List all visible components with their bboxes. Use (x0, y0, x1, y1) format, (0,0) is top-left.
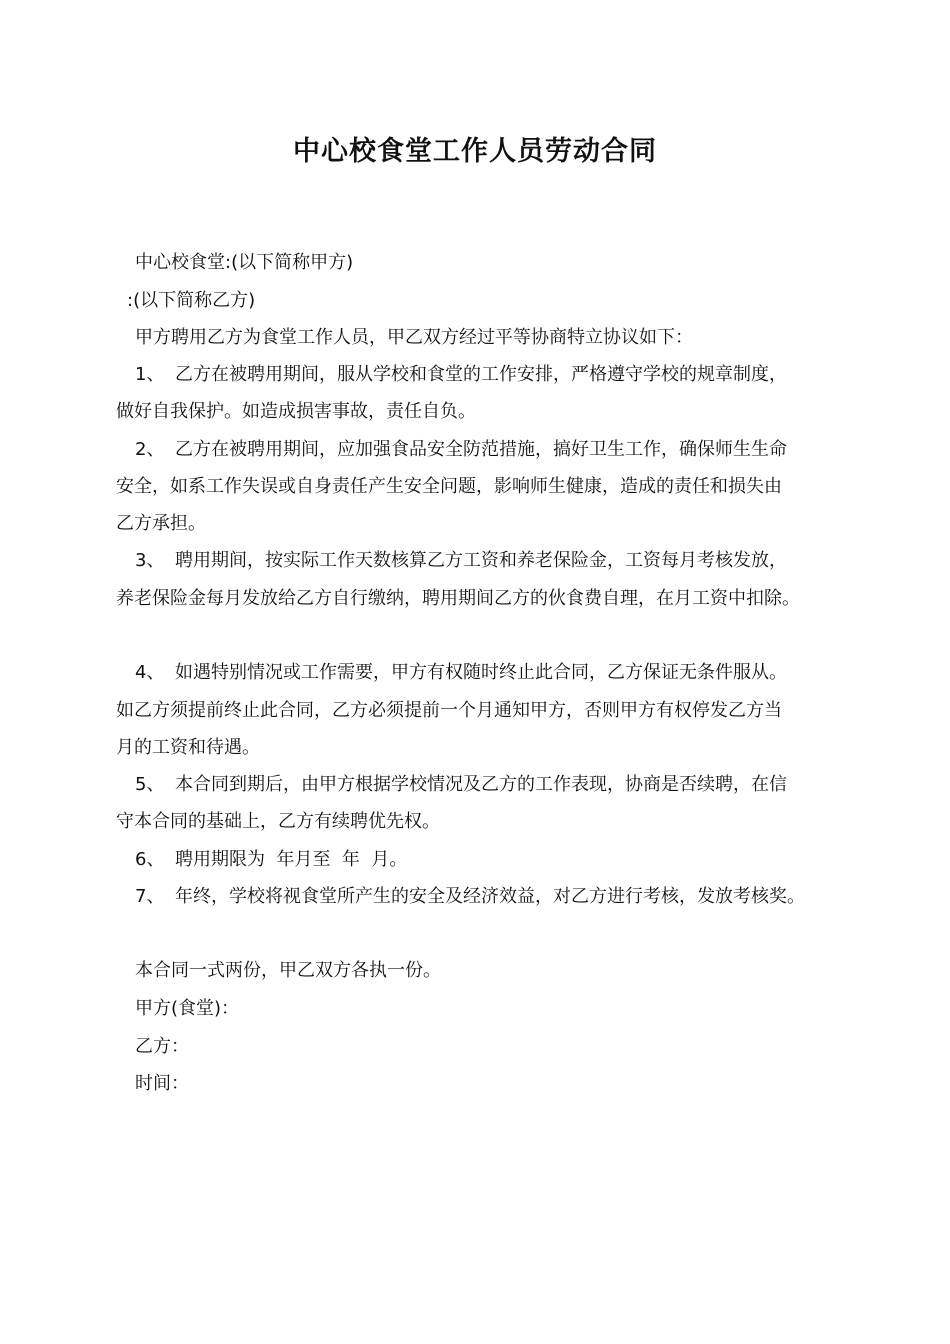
clause-7-line-1 (135, 884, 805, 910)
signature-party-b: 乙方： (135, 1036, 189, 1057)
clause-1-line-1 (135, 362, 787, 388)
clause-4-line-3: 月的工资和待遇。 (116, 737, 260, 758)
signature-party-a: 甲方(食堂)： (135, 998, 240, 1019)
clause-7-number: 7、 (135, 886, 165, 907)
clause-2-line-3: 乙方承担。 (116, 513, 206, 534)
party-a-line: 中心校食堂:(以下简称甲方) (135, 252, 354, 273)
clause-3-line-1 (135, 548, 787, 574)
clause-5-number: 5、 (135, 774, 165, 795)
signature-time: 时间： (135, 1073, 189, 1094)
clause-5-line-2: 守本合同的基础上，乙方有续聘优先权。 (116, 811, 440, 832)
clause-1-number: 1、 (135, 364, 165, 385)
page-title: 中心校食堂工作人员劳动合同 (293, 136, 657, 167)
clause-3-number: 3、 (135, 550, 165, 571)
clause-3-text: 聘用期间，按实际工作天数核算乙方工资和养老保险金，工资每月考核发放， (175, 550, 787, 571)
clause-4-text: 如遇特别情况或工作需要，甲方有权随时终止此合同，乙方保证无条件服从。 (175, 662, 787, 683)
clause-2-number: 2、 (135, 439, 165, 460)
clause-6-number: 6、 (135, 849, 165, 870)
clause-6-text: 聘用期限为 年月至 年 月。 (175, 849, 408, 870)
clause-2-text: 乙方在被聘用期间，应加强食品安全防范措施，搞好卫生工作，确保师生生命 (175, 439, 787, 460)
clause-6-line-1 (135, 847, 407, 873)
clause-1-line-2: 做好自我保护。如造成损害事故，责任自负。 (116, 401, 476, 422)
clause-2-line-2: 安全，如系工作失误或自身责任产生安全问题，影响师生健康，造成的责任和损失由 (116, 476, 782, 497)
clause-7-text: 年终，学校将视食堂所产生的安全及经济效益，对乙方进行考核，发放考核奖。 (175, 886, 805, 907)
clause-5-text: 本合同到期后，由甲方根据学校情况及乙方的工作表现，协商是否续聘，在信 (175, 774, 787, 795)
clause-5-line-1 (135, 772, 787, 798)
copies-statement: 本合同一式两份，甲乙双方各执一份。 (135, 960, 441, 981)
clause-3-line-2: 养老保险金每月发放给乙方自行缴纳，聘用期间乙方的伙食费自理，在月工资中扣除。 (116, 588, 800, 609)
clause-4-line-2: 如乙方须提前终止此合同，乙方必须提前一个月通知甲方，否则甲方有权停发乙方当 (116, 700, 782, 721)
preamble-line: 甲方聘用乙方为食堂工作人员，甲乙双方经过平等协商特立协议如下： (135, 327, 693, 348)
clause-1-text: 乙方在被聘用期间，服从学校和食堂的工作安排，严格遵守学校的规章制度， (175, 364, 787, 385)
clause-4-number: 4、 (135, 662, 165, 683)
party-b-line: :(以下简称乙方) (127, 290, 256, 311)
clause-2-line-1 (135, 437, 787, 463)
clause-4-line-1 (135, 660, 787, 686)
